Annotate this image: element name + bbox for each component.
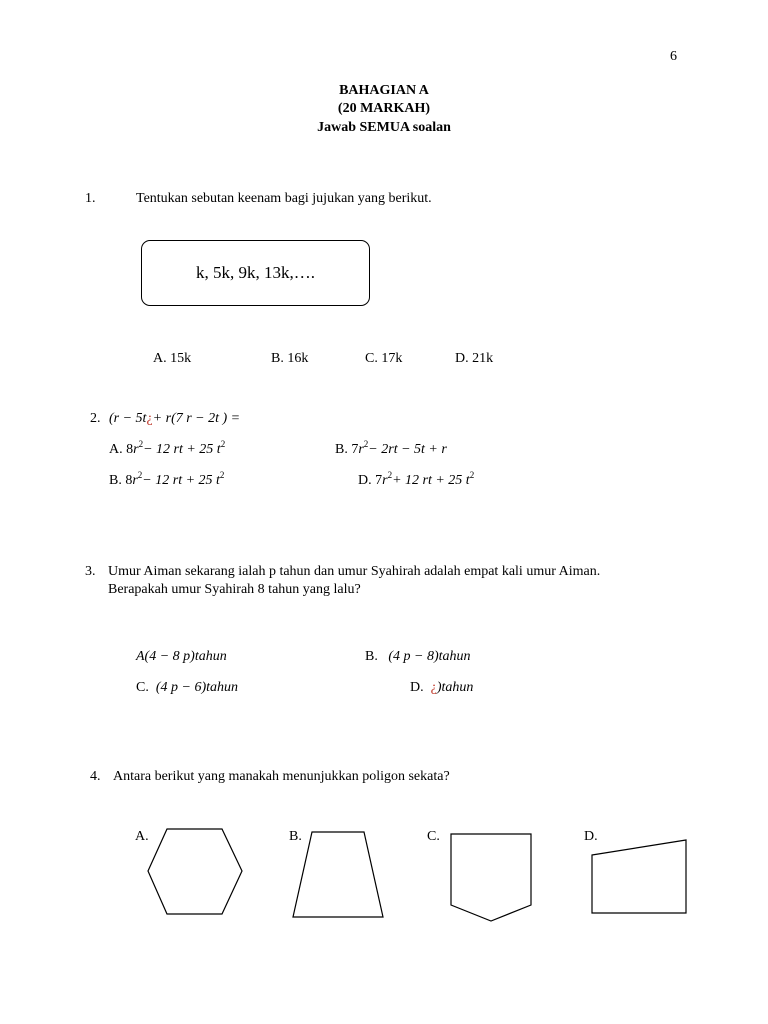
q3-text-line1: Umur Aiman sekarang ialah p tahun dan umur Syahirah adalah empat kali umur Aiman. <box>108 564 601 579</box>
q2-option-c-label: B. 8 <box>109 473 133 488</box>
q2-option-b-label: B. 7 <box>335 442 359 457</box>
q1-number: 1. <box>85 191 96 206</box>
section-marks: (20 MARKAH) <box>337 101 431 116</box>
q2-option-d-var: r <box>382 473 388 488</box>
q2-option-a-label: A. 8 <box>109 442 134 457</box>
q2-option-c-exp: 2 <box>137 470 143 480</box>
q4-text: Antara berikut yang manakah menunjukkan poligon sekata? <box>113 769 450 784</box>
q2-option-d-exp: 2 <box>387 470 393 480</box>
pentagon-shape <box>451 834 531 921</box>
q4-number: 4. <box>90 769 101 784</box>
q3-option-d-label: D. <box>410 680 424 695</box>
q2-option-a-rest: − 12 rt + 25 t <box>143 442 221 457</box>
q4-label-a: A. <box>135 829 149 844</box>
q1-option-b: B. 16k <box>271 351 309 366</box>
q3-option-c-value: (4 p − 6)tahun <box>155 680 239 695</box>
q1-option-d: D. 21k <box>455 351 494 366</box>
q2-option-b-exp: 2 <box>363 439 369 449</box>
page-number: 6 <box>670 49 677 64</box>
section-instruction: Jawab SEMUA soalan <box>317 120 451 135</box>
q3-option-c-label: C. <box>136 680 149 695</box>
q2-option-c-rest: − 12 rt + 25 t <box>142 473 220 488</box>
q3-option-b-value: (4 p − 8)tahun <box>388 649 471 664</box>
q2-option-d-label: D. 7 <box>358 473 383 488</box>
q4-label-d: D. <box>584 829 598 844</box>
q2-option-c-exp2: 2 <box>219 470 225 480</box>
section-title: BAHAGIAN A <box>339 83 429 98</box>
q2-option-a-exp2: 2 <box>220 439 226 449</box>
q3-number: 3. <box>85 564 96 579</box>
q3-option-d-glyph: ¿ <box>430 680 437 695</box>
q4-label-c: C. <box>427 829 440 844</box>
q3-option-a: A(4 − 8 p)tahun <box>136 649 227 664</box>
q3-option-d-value: )tahun <box>436 680 474 695</box>
q2-stem-part1: (r − 5t <box>109 411 147 426</box>
q1-option-a: A. 15k <box>153 351 192 366</box>
hexagon-shape <box>148 829 242 914</box>
q2-option-c-var: r <box>132 473 138 488</box>
q2-option-b-rest: − 2rt − 5t + r <box>368 442 447 457</box>
quadrilateral-shape <box>592 840 686 913</box>
q2-option-a-exp: 2 <box>138 439 144 449</box>
q2-stem-glyph: ¿ <box>146 411 153 426</box>
q2-option-b-var: r <box>358 442 364 457</box>
q2-option-d-rest: + 12 rt + 25 t <box>392 473 470 488</box>
q2-stem-part2: + r(7 r − 2t ) = <box>152 411 241 426</box>
q3-text-line2: Berapakah umur Syahirah 8 tahun yang lalu? <box>108 582 361 597</box>
trapezium-shape <box>293 832 383 917</box>
q2-option-a-var: r <box>133 442 139 457</box>
q2-number: 2. <box>90 411 101 426</box>
q1-sequence: k, 5k, 9k, 13k,…. <box>196 263 315 282</box>
q1-text: Tentukan sebutan keenam bagi jujukan yang berikut. <box>136 191 432 206</box>
q2-option-d-exp2: 2 <box>469 470 475 480</box>
q3-option-b-label: B. <box>365 649 378 664</box>
q4-label-b: B. <box>289 829 302 844</box>
q1-option-c: C. 17k <box>365 351 403 366</box>
